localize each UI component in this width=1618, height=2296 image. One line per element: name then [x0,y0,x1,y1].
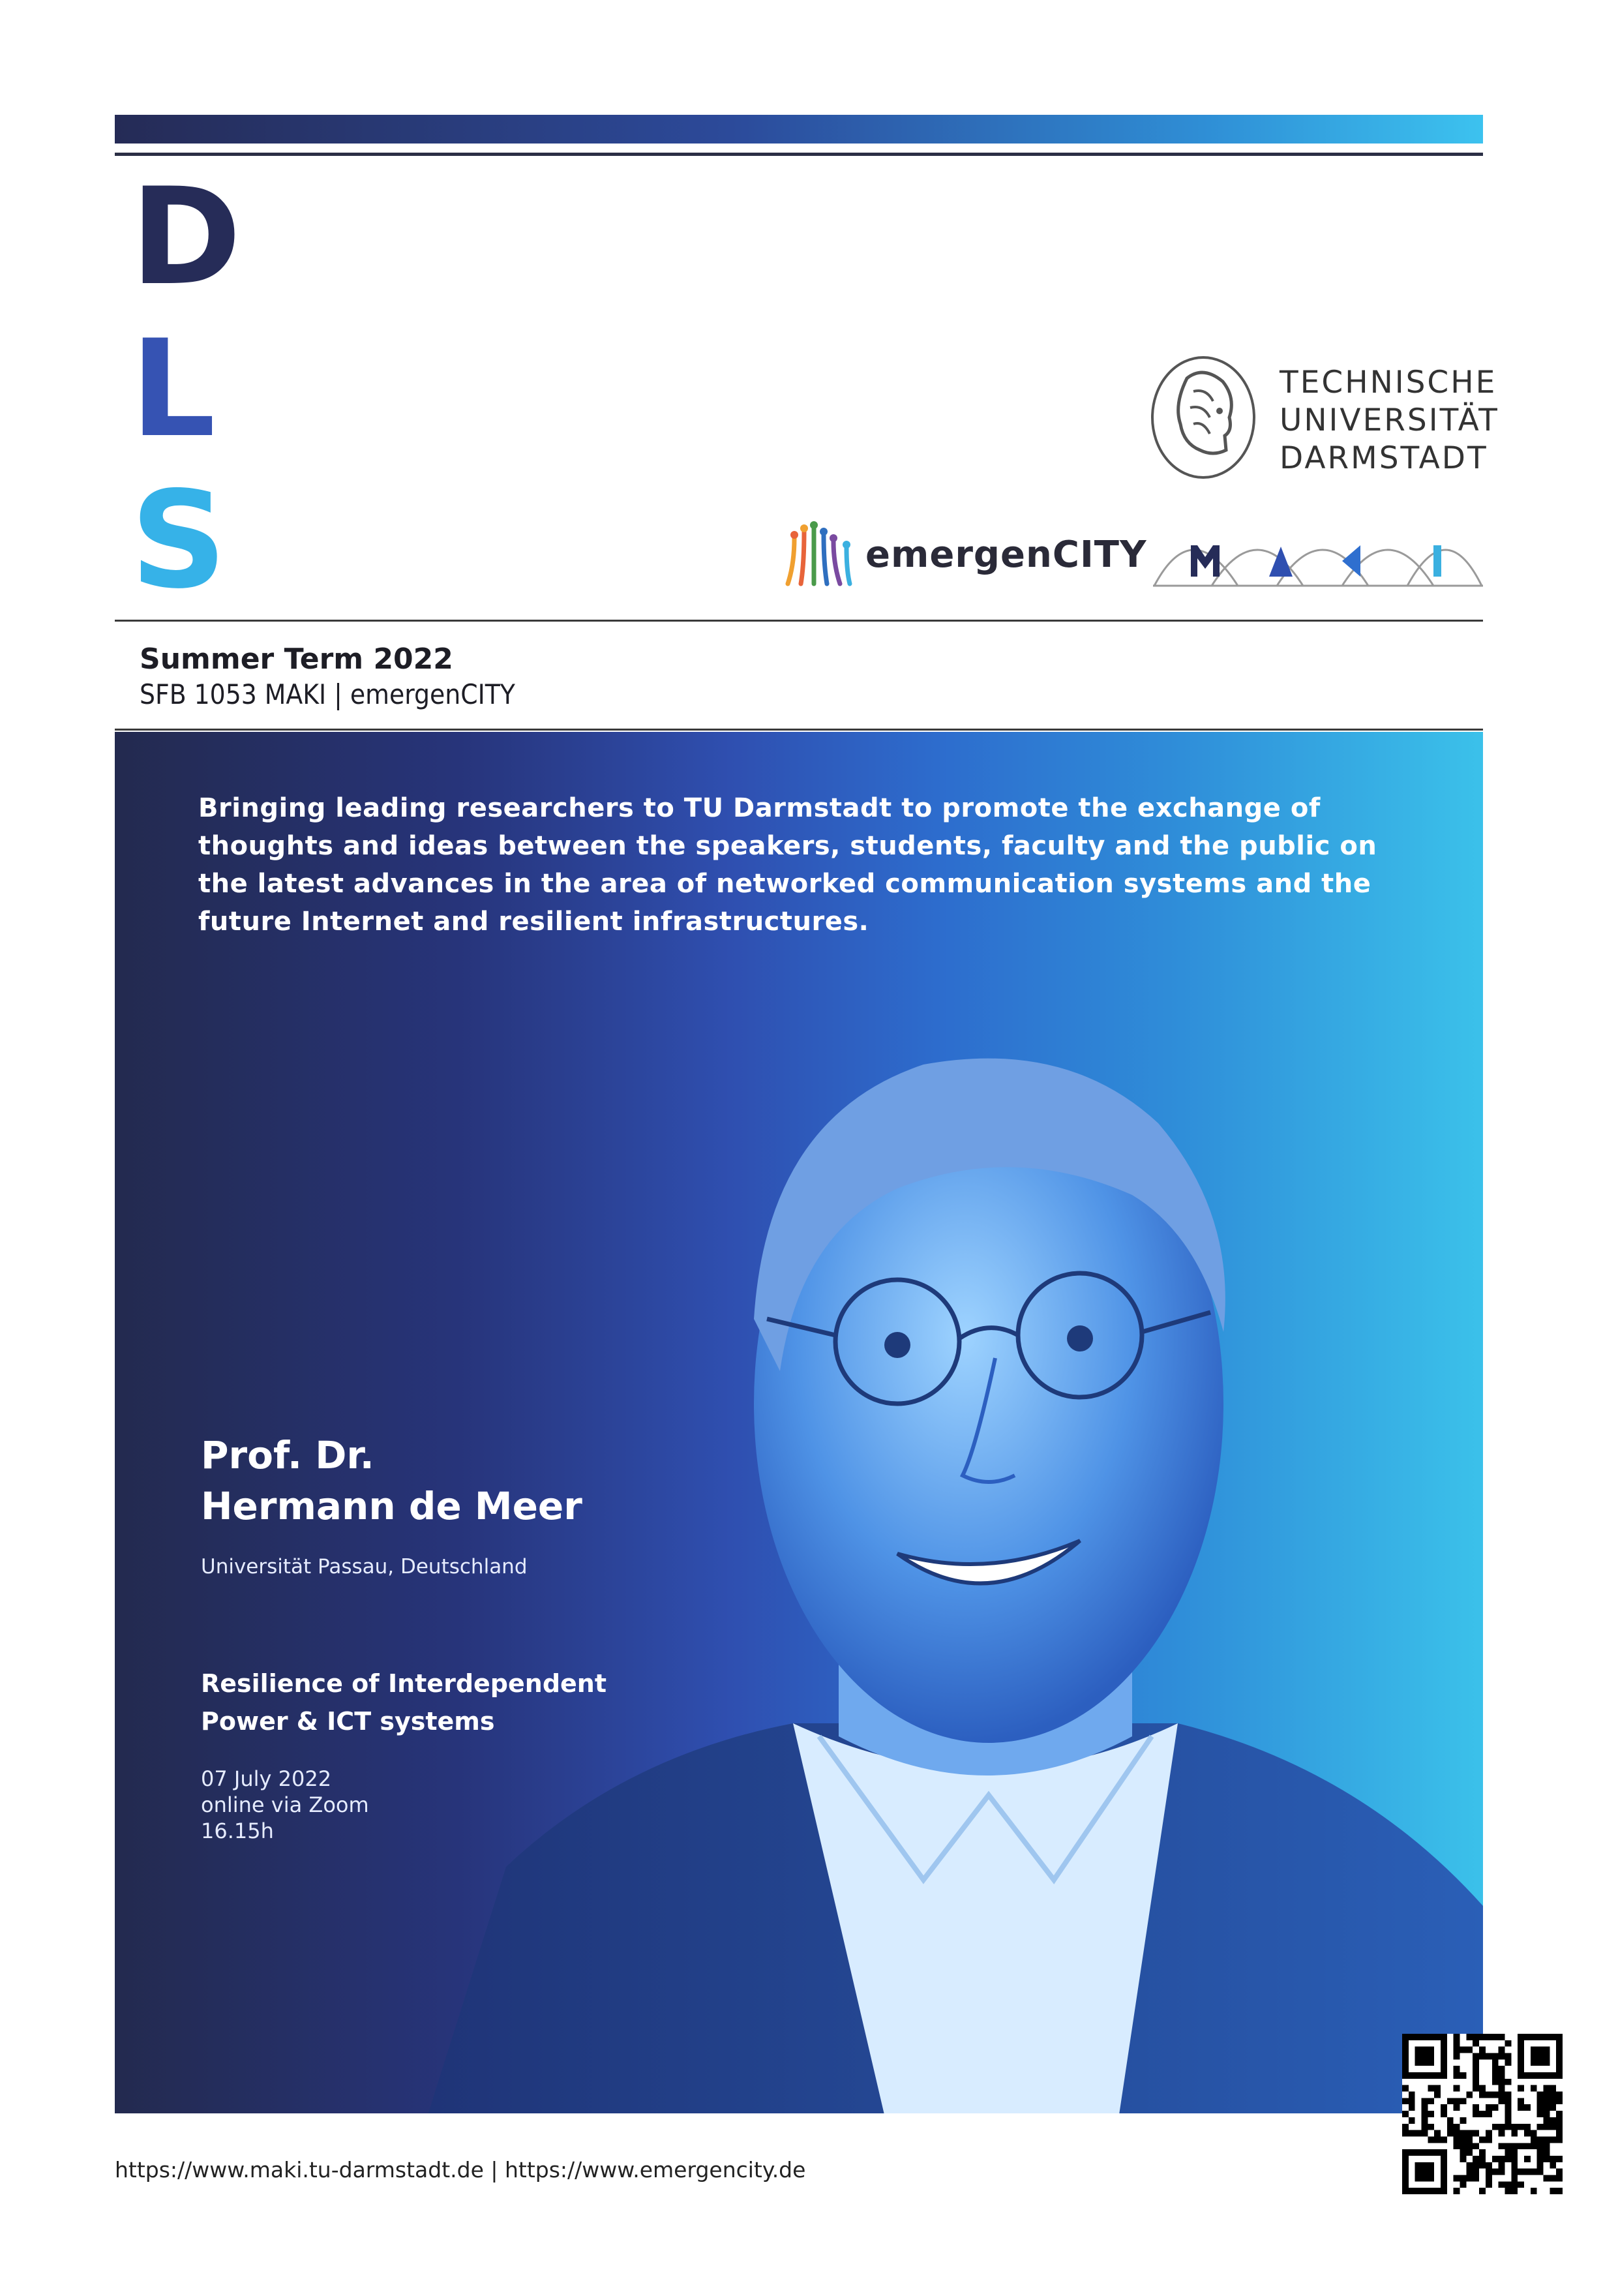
speaker-name-line: Prof. Dr. [201,1433,374,1477]
talk-title [201,1665,607,1740]
tu-line: DARMSTADT [1280,440,1488,476]
talk-title-line: Power & ICT systems [201,1707,495,1736]
title-initial: D [130,160,246,315]
tu-darmstadt-seal-icon [1148,352,1259,483]
affiliations-line: SFB 1053 MAKI | emergenCITY [140,678,515,710]
talk-location: online via Zoom [201,1792,369,1817]
series-description: Bringing leading researchers to TU Darmstadt to promote the exchange of thoughts and ideas between the speakers, students, faculty and the public on the latest advances in the area of networked communication systems and the future Internet and resilient infrastructures. [198,793,1377,937]
talk-details [201,1766,369,1844]
talk-date: 07 July 2022 [201,1766,332,1791]
title-initial: L [130,312,220,467]
title-line-distinguished [130,160,1370,315]
maki-logo-icon [1153,521,1483,588]
speaker-portrait-image [428,954,1483,2113]
speaker-name [201,1430,582,1532]
speaker-panel [115,732,1483,2113]
tu-line: UNIVERSITÄT [1280,402,1499,438]
tu-line: TECHNISCHE [1280,365,1497,400]
term-label: Summer Term 2022 [140,642,453,676]
speaker-name-line: Hermann de Meer [201,1484,582,1528]
tu-darmstadt-wordmark [1280,364,1499,477]
talk-title-line: Resilience of Interdependent [201,1669,607,1698]
footer-links[interactable]: https://www.maki.tu-darmstadt.de | https://www.emergencity.de [115,2157,806,2183]
qr-code-icon[interactable] [1402,2034,1563,2194]
talk-time: 16.15h [201,1819,274,1843]
emergencity-wordmark: emergenCITY [865,534,1147,576]
section-rule [115,620,1483,622]
title-line-lecture [130,312,827,467]
title-line-series [130,463,682,618]
speaker-institution: Universität Passau, Deutschland [201,1555,528,1578]
header-gradient-bar [115,115,1483,144]
title-rest: ECTURE [219,312,827,467]
section-rule [115,729,1483,731]
title-rest: ISTINGUISHED [245,160,1370,315]
title-rest: ERIES [230,463,682,618]
header-rule [115,153,1483,156]
title-initial: S [130,463,231,618]
